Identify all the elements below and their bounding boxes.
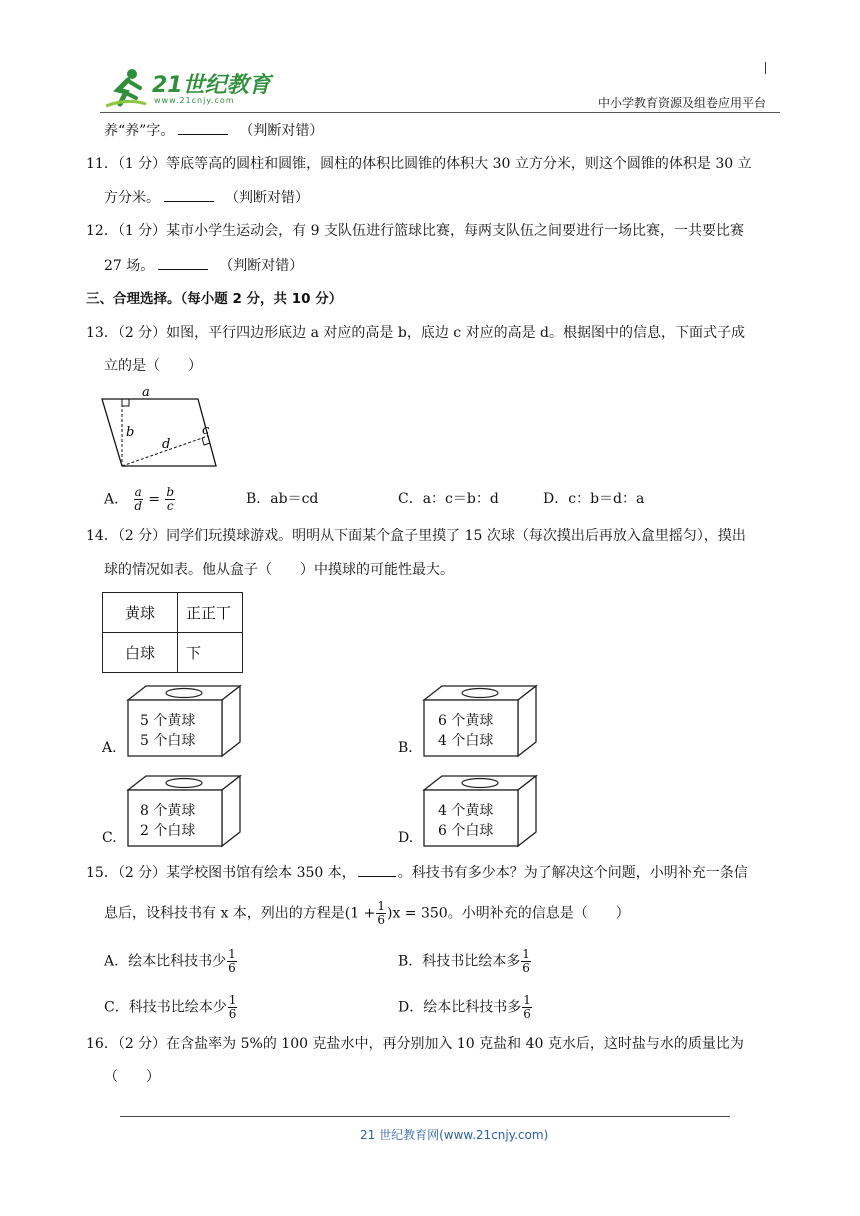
answer-blank[interactable] bbox=[158, 255, 208, 270]
footer-text: 21 世纪教育网(www.21cnjy.com) bbox=[360, 1128, 549, 1142]
logo-url: www.21cnjy.com bbox=[154, 96, 235, 105]
section-heading: 三、合理选择。（每小题 2 分，共 10 分） bbox=[86, 291, 343, 307]
box-white-count: 2 个白球 bbox=[140, 823, 196, 839]
label-a: a bbox=[142, 385, 150, 400]
q15-line1: 15．（2 分）某学校图书馆有绘本 350 本， 。科技书有多少本？为了解决这个问题，小明补充一条信 bbox=[86, 862, 748, 883]
q14-line2: 球的情况如表。他从盒子（ ）中摸球的可能性最大。 bbox=[104, 562, 454, 578]
runner-logo-icon bbox=[104, 68, 148, 108]
answer-blank[interactable] bbox=[164, 187, 214, 202]
box-option-d[interactable]: D. 4 个黄球 6 个白球 bbox=[398, 774, 538, 850]
q15-option-c[interactable]: C．科技书比绘本少 $\frac{1}{6}$ bbox=[104, 993, 237, 1021]
logo-text: 21世纪教育 bbox=[152, 73, 271, 98]
table-cell: 白球 bbox=[103, 633, 178, 673]
q11-line1: 11．（1 分）等底等高的圆柱和圆锥，圆柱的体积比圆锥的体积大 30 立方分米，则这个圆锥的体积是 30 立 bbox=[86, 156, 752, 172]
answer-blank[interactable] bbox=[178, 120, 228, 135]
q12-line1: 12．（1 分）某市小学生运动会，有 9 支队伍进行篮球比赛，每两支队伍之间要进行一场比赛，一共要比赛 bbox=[86, 223, 744, 239]
box-white-count: 6 个白球 bbox=[438, 823, 494, 839]
q14-line1: 14．（2 分）同学们玩摸球游戏。明明从下面某个盒子里摸了 15 次球（每次摸出后再放入盒里摇匀），摸出 bbox=[86, 528, 746, 544]
box-option-b[interactable]: B. 6 个黄球 4 个白球 bbox=[398, 684, 538, 760]
footer-rule bbox=[120, 1116, 730, 1117]
table-row bbox=[103, 593, 243, 633]
q13-line1: 13．（2 分）如图，平行四边形底边 a 对应的高是 b，底边 c 对应的高是 d。根据图中的信息，下面式子成 bbox=[86, 325, 745, 341]
q10-tail: 养“养”字。 （判断对错） bbox=[104, 120, 323, 141]
box-yellow-count: 4 个黄球 bbox=[438, 803, 494, 819]
label-b: b bbox=[126, 425, 135, 440]
q16-line1: 16．（2 分）在含盐率为 5%的 100 克盐水中，再分别加入 10 克盐和 40 克水后，这时盐与水的质量比为 bbox=[86, 1036, 744, 1052]
box-white-count: 5 个白球 bbox=[140, 733, 196, 749]
box-white-count: 4 个白球 bbox=[438, 733, 494, 749]
info-blank[interactable] bbox=[358, 862, 396, 877]
q16-line2: （ ） bbox=[104, 1069, 160, 1085]
table-cell: 黄球 bbox=[103, 593, 178, 633]
table-row bbox=[103, 633, 243, 673]
parallelogram-figure bbox=[96, 384, 226, 474]
q15-option-a[interactable]: A．绘本比科技书少 $\frac{1}{6}$ bbox=[104, 947, 236, 975]
header-logo bbox=[104, 66, 304, 110]
label-c: c bbox=[202, 423, 210, 438]
q13-line2: 立的是（ ） bbox=[104, 358, 202, 374]
tally-table bbox=[102, 592, 243, 673]
q13-option-b[interactable]: B．ab＝cd bbox=[246, 491, 319, 507]
box-yellow-count: 5 个黄球 bbox=[140, 713, 196, 729]
box-option-a[interactable]: A. 5 个黄球 5 个白球 bbox=[102, 684, 242, 760]
q15-option-d[interactable]: D．绘本比科技书多 $\frac{1}{6}$ bbox=[398, 993, 531, 1021]
header-rule bbox=[100, 112, 780, 113]
q11-line2: 方分米。 （判断对错） bbox=[104, 187, 309, 208]
q15-line2: 息后，设科技书有 x 本，列出的方程是(1 + $\frac{1}{6}$ )x = 350。小明补充的信息是（ ） bbox=[104, 899, 630, 927]
label-d: d bbox=[162, 437, 171, 452]
table-cell: 正正丅 bbox=[178, 593, 243, 633]
q13-option-c[interactable]: C．a：c＝b：d bbox=[398, 491, 499, 507]
box-option-c[interactable]: C. 8 个黄球 2 个白球 bbox=[102, 774, 242, 850]
header-tick bbox=[765, 62, 766, 74]
q12-line2: 27 场。 （判断对错） bbox=[104, 255, 303, 276]
box-yellow-count: 6 个黄球 bbox=[438, 713, 494, 729]
q15-option-b[interactable]: B．科技书比绘本多 $\frac{1}{6}$ bbox=[398, 947, 530, 975]
q13-option-a[interactable]: A． $\frac{a}{d}$ = $\frac{b}{c}$ bbox=[104, 485, 175, 513]
table-cell: 下 bbox=[178, 633, 243, 673]
q13-option-d[interactable]: D．c：b＝d：a bbox=[543, 491, 645, 507]
header-platform: 中小学教育资源及组卷应用平台 bbox=[597, 96, 766, 110]
box-yellow-count: 8 个黄球 bbox=[140, 803, 196, 819]
